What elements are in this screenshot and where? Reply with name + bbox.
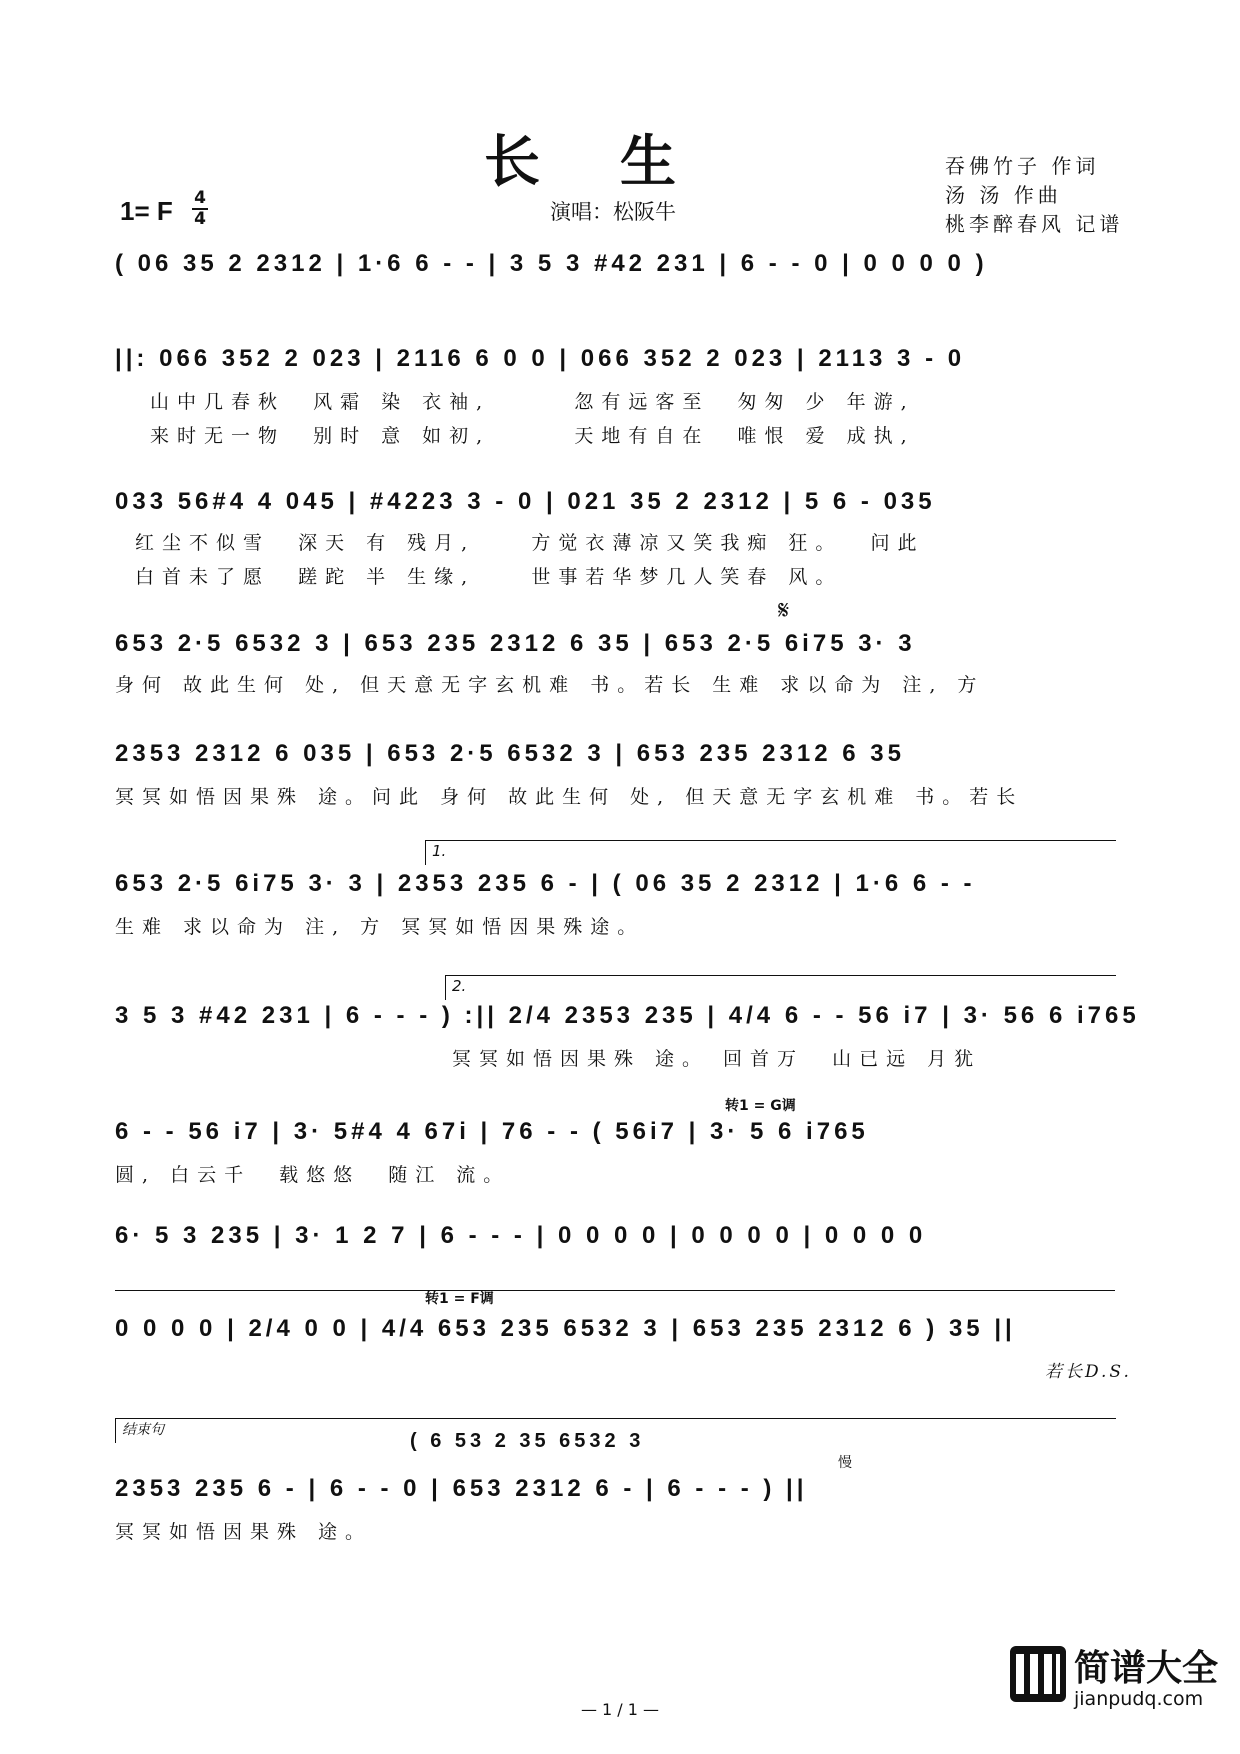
lyric-verse-2: 白首未了愿 蹉跎 半 生缘, 世事若华梦几人笑春 风。 [135, 566, 843, 588]
composer-credit: 汤 汤 作曲 [945, 183, 1062, 207]
lyric-verse-1: 身何 故此生何 处, 但天意无字玄机难 书。若长 生难 求以命为 注, 方 [115, 674, 985, 696]
tempo-slow: 慢 [838, 1455, 852, 1471]
lyric-verse-2: 来时无一物 别时 意 如初, 天地有自在 唯恨 爱 成执, [150, 425, 915, 447]
page-number: — 1 / 1 — [580, 1700, 660, 1719]
notation-line: ( 06 35 2 2312 | 1·6 6 - - | 3 5 3 #42 231 | 6 - - 0 | 0 0 0 0 ) [115, 250, 988, 277]
time-sig-top: 4 [194, 188, 206, 208]
ds-lyric: 若长D.S. [1045, 1362, 1132, 1382]
lyric-verse-1: 冥冥如悟因果殊 途。问此 身何 故此生何 处, 但天意无字玄机难 书。若长 [115, 786, 1024, 808]
page-title: 长生 [484, 129, 756, 195]
time-sig-bottom: 4 [194, 209, 206, 229]
singer-credit: 演唱：松阪牛 [550, 200, 676, 224]
lyric-verse-1: 冥冥如悟因果殊 途。 [115, 1521, 373, 1543]
key-signature: 1= F [120, 196, 173, 226]
piano-keys-icon [1010, 1646, 1066, 1702]
volta-1: 1. [425, 840, 1116, 865]
notation-line: 6· 5 3 235 | 3· 1 2 7 | 6 - - - | 0 0 0 0 | 0 0 0 0 | 0 0 0 0 [115, 1222, 927, 1249]
lyric-verse-1: 红尘不似雪 深天 有 残月, 方觉衣薄凉又笑我痴 狂。 问此 [135, 532, 925, 554]
modulation-f: 转1 = F调 [425, 1291, 494, 1307]
time-signature [192, 190, 208, 228]
notation-line: 653 2·5 6532 3 | 653 235 2312 6 35 | 653 2·5 6i75 3· 3 [115, 630, 916, 657]
segno-mark: 𝄋 [778, 596, 790, 626]
lyric-verse-1: 山中几春秋 风霜 染 衣袖, 忽有远客至 匆匆 少 年游, [150, 391, 915, 413]
lyric-verse-1: 圆, 白云千 载悠悠 随江 流。 [115, 1164, 511, 1186]
notation-line: ||: 066 352 2 023 | 2116 6 0 0 | 066 352 2 023 | 2113 3 - 0 [115, 345, 966, 372]
notation-line: 6 - - 56 i7 | 3· 5#4 4 67i | 76 - - ( 56i7 | 3· 5 6 i765 [115, 1118, 869, 1145]
transcriber-credit: 桃李醉春风 记谱 [945, 212, 1124, 236]
notation-line: 2353 2312 6 035 | 653 2·5 6532 3 | 653 235 2312 6 35 [115, 740, 905, 767]
logo-url: jianpudq.com [1074, 1688, 1204, 1710]
logo-brand-name: 简谱大全 [1074, 1648, 1219, 1689]
notation-line: 2353 235 6 - | 6 - - 0 | 653 2312 6 - | 6 - - - ) || [115, 1475, 808, 1502]
lyricist-credit: 吞佛竹子 作词 [945, 154, 1100, 178]
accompaniment-line: ( 6 53 2 35 6532 3 [410, 1430, 645, 1452]
site-logo[interactable] [1010, 1640, 1225, 1740]
coda-label: 结束句 [122, 1422, 164, 1438]
volta-2: 2. [445, 975, 1116, 1000]
lyric-verse-1: 生难 求以命为 注, 方 冥冥如悟因果殊途。 [115, 916, 645, 938]
credits-block [945, 152, 1123, 239]
notation-line: 0 0 0 0 | 2/4 0 0 | 4/4 653 235 6532 3 | 653 235 2312 6 ) 35 || [115, 1315, 1016, 1342]
notation-line: 033 56#4 4 045 | #4223 3 - 0 | 021 35 2 2312 | 5 6 - 035 [115, 488, 936, 515]
line-bracket [115, 1290, 1115, 1301]
lyric-verse-1: 冥冥如悟因果殊 途。 回首万 山已远 月犹 [115, 1048, 982, 1070]
modulation-g: 转1 = G调 [725, 1098, 796, 1114]
notation-line: 3 5 3 #42 231 | 6 - - - ) :|| 2/4 2353 235 | 4/4 6 - - 56 i7 | 3· 56 6 i765 [115, 1002, 1140, 1029]
notation-line: 653 2·5 6i75 3· 3 | 2353 235 6 - | ( 06 35 2 2312 | 1·6 6 - - [115, 870, 976, 897]
